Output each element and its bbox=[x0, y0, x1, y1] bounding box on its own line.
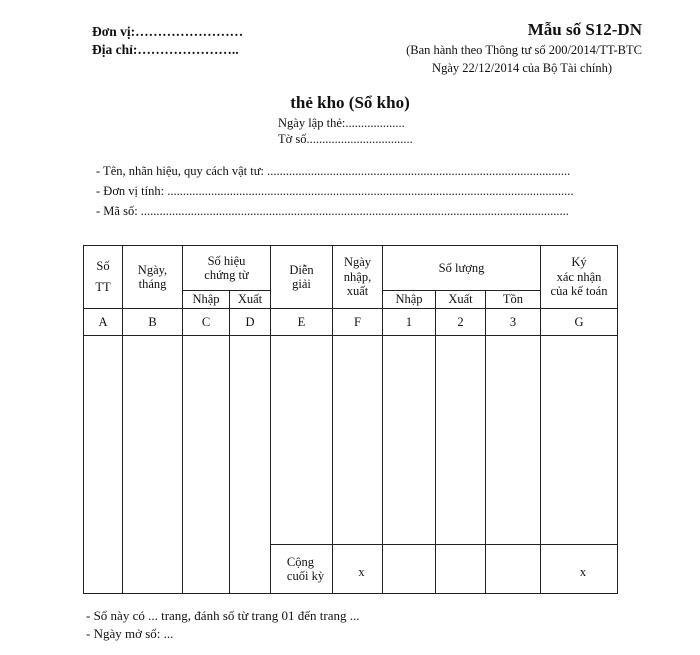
total-signature-mark: x bbox=[541, 545, 618, 594]
cell-description bbox=[271, 336, 333, 545]
issued-date-text: Ngày 22/12/2014 của Bộ Tài chính) bbox=[432, 61, 612, 75]
open-date-note: - Ngày mở sổ: ... bbox=[86, 626, 174, 641]
item-code-field: - Mã số: ......................................................................................................................................... bbox=[96, 204, 569, 218]
header-qty-in: Nhập bbox=[383, 291, 436, 309]
column-letter: C bbox=[183, 309, 230, 336]
total-qty-out bbox=[436, 545, 486, 594]
cell-in-out-date bbox=[333, 336, 383, 545]
header-voucher-no: Số hiệu chứng từ bbox=[183, 246, 271, 291]
column-letter: A bbox=[84, 309, 123, 336]
header-qty-out: Xuất bbox=[436, 291, 486, 309]
header-qty-balance: Tồn bbox=[486, 291, 541, 309]
column-letter: 1 bbox=[383, 309, 436, 336]
sheet-number-field: Tờ số.................................. bbox=[278, 132, 413, 146]
header-quantity: Số lượng bbox=[383, 246, 541, 291]
table-row bbox=[84, 336, 618, 545]
item-name-field: - Tên, nhãn hiệu, quy cách vật tư: ................................................................................................. bbox=[96, 164, 571, 178]
total-in-out-date-mark: x bbox=[333, 545, 383, 594]
column-letter: D bbox=[230, 309, 271, 336]
header-in-out-date: Ngày nhập, xuất bbox=[333, 246, 383, 309]
header-voucher-out: Xuất bbox=[230, 291, 271, 309]
unit-of-measure-field: - Đơn vị tính: .................................................................................................................................. bbox=[96, 184, 574, 198]
total-qty-balance bbox=[486, 545, 541, 594]
issued-by-text: (Ban hành theo Thông tư số 200/2014/TT-BTC bbox=[406, 43, 642, 57]
date-created-field: Ngày lập thẻ:................... bbox=[278, 116, 405, 130]
total-label: Cộng cuối kỳ bbox=[271, 545, 333, 594]
cell-voucher-in bbox=[183, 336, 230, 594]
pages-note: - Sổ này có ... trang, đánh số từ trang 01 đến trang ... bbox=[86, 608, 360, 623]
column-letter: G bbox=[541, 309, 618, 336]
column-letter: F bbox=[333, 309, 383, 336]
cell-stt bbox=[84, 336, 123, 594]
column-letter: B bbox=[123, 309, 183, 336]
cell-signature bbox=[541, 336, 618, 545]
cell-voucher-out bbox=[230, 336, 271, 594]
header-description: Diễn giải bbox=[271, 246, 333, 309]
header-date: Ngày, tháng bbox=[123, 246, 183, 309]
column-letter: 2 bbox=[436, 309, 486, 336]
document-title: thẻ kho (Sổ kho) bbox=[290, 93, 410, 112]
cell-qty-in bbox=[383, 336, 436, 545]
form-code: Mẫu số S12-DN bbox=[527, 20, 642, 39]
total-qty-in bbox=[383, 545, 436, 594]
stock-card-table bbox=[83, 245, 618, 594]
cell-date bbox=[123, 336, 183, 594]
column-letter: 3 bbox=[486, 309, 541, 336]
cell-qty-balance bbox=[486, 336, 541, 545]
address-line: Địa chỉ:………………….. bbox=[92, 42, 239, 57]
header-stt: Số TT bbox=[84, 246, 123, 309]
cell-qty-out bbox=[436, 336, 486, 545]
column-letter: E bbox=[271, 309, 333, 336]
header-voucher-in: Nhập bbox=[183, 291, 230, 309]
header-signature: Ký xác nhận của kế toán bbox=[541, 246, 618, 309]
unit-line: Đơn vị:…………………… bbox=[92, 24, 244, 39]
